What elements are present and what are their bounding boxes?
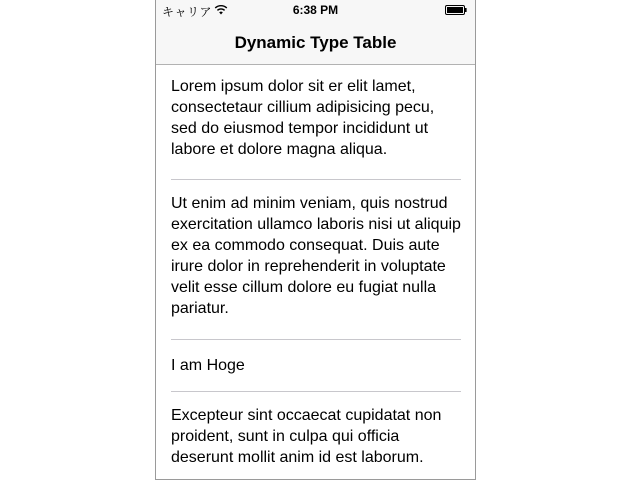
phone-screen <box>155 0 476 480</box>
status-bar <box>156 0 475 20</box>
table-cell[interactable] <box>156 65 475 180</box>
cell-text: I am Hoge <box>171 357 245 374</box>
nav-title: Dynamic Type Table <box>234 33 397 52</box>
cell-text: Excepteur sint occaecat cupidatat non proident, sunt in culpa qui officia deserunt mollit anim id est laborum. <box>171 407 442 466</box>
table-cell[interactable] <box>156 180 475 340</box>
cell-text: Lorem ipsum dolor sit er elit lamet, consectetaur cillium adipisicing pecu, sed do eiusmod tempor incididunt ut labore et dolore magna aliqua. <box>171 78 435 158</box>
table-cell[interactable] <box>156 392 475 480</box>
status-time: 6:38 PM <box>292 3 339 17</box>
carrier-label: キャリア <box>162 5 213 19</box>
battery-icon <box>445 5 467 15</box>
table-view[interactable] <box>156 65 475 480</box>
table-cell[interactable] <box>156 340 475 392</box>
navigation-bar <box>156 20 475 65</box>
cell-text: Ut enim ad minim veniam, quis nostrud exercitation ullamco laboris nisi ut aliquip ex ea commodo consequat. Duis aute irure dolor in reprehenderit in voluptate velit esse cillum dolore eu fugiat nulla pariatur. <box>171 195 461 317</box>
